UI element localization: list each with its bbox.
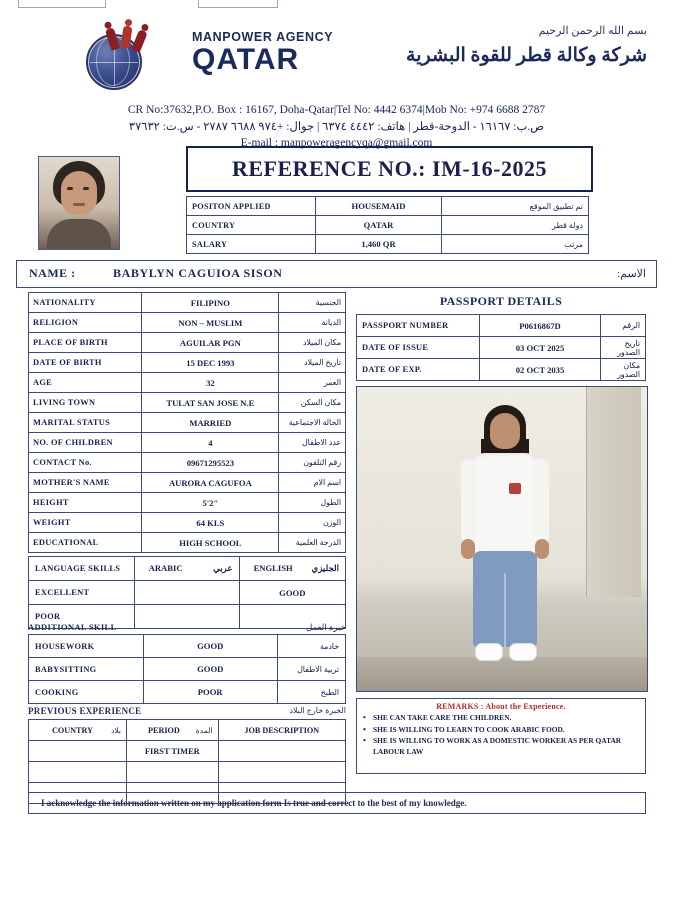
- children-count-label: NO. OF CHILDREN: [29, 433, 142, 453]
- remarks-list: [361, 713, 641, 758]
- language-arabic-header-ar: عربي: [213, 563, 233, 573]
- marital-status-label: MARITAL STATUS: [29, 413, 142, 433]
- mothers-name-label: MOTHER'S NAME: [29, 473, 142, 493]
- contact-line-arabic: ص.ب: ١٦١٦٧ - الدوحة-قطر | هاتف: ٤٤٤٢ ٦٣٧٤ | جوال: +٩٧٤ ٦٦٨٨ ٢٧٨٧ - س.ت: ٣٧٦٣٢: [128, 120, 545, 133]
- contact-line-english: CR No:37632,P.O. Box : 16167, Doha-Qatar|Tel No: 4442 6374|Mob No: +974 6688 2787: [127, 104, 546, 116]
- nationality-label: NATIONALITY: [29, 293, 142, 313]
- page-top-marks: [0, 0, 673, 8]
- name-arabic-label: الاسم:: [617, 268, 646, 280]
- previous-period-value: FIRST TIMER: [127, 741, 219, 762]
- remarks-title: REMARKS : About the Experience.: [436, 702, 566, 711]
- salary-arabic: مرتب: [442, 235, 589, 254]
- passport-number-value: P0616867D: [480, 315, 601, 337]
- additional-skill-title: ADDITIONAL SKILL: [28, 622, 117, 632]
- table-row: [29, 293, 346, 313]
- date-of-expiry-arabic: مكان الصدور: [601, 359, 646, 381]
- height-label: HEIGHT: [29, 493, 142, 513]
- table-row: [187, 235, 589, 254]
- table-row: [29, 681, 346, 704]
- contact-email: E-mail : manpoweragencyqa@gmail.com: [240, 137, 433, 150]
- applicant-full-length-photo: [356, 386, 648, 692]
- language-excellent-arabic-value: [134, 581, 239, 605]
- mothers-name-arabic: اسم الام: [279, 473, 346, 493]
- bismillah-text: بسم الله الرحمن الرحيم: [538, 25, 647, 37]
- table-row: [357, 337, 646, 359]
- date-of-expiry-value: 02 OCT 2035: [480, 359, 601, 381]
- previous-period-header-ar: المدة: [195, 725, 213, 735]
- housework-arabic: خادمة: [277, 635, 345, 658]
- language-excellent-label: EXCELLENT: [29, 581, 135, 605]
- table-row: [187, 197, 589, 216]
- top-mark-right: [198, 0, 278, 8]
- table-row: [29, 473, 346, 493]
- passport-number-label: PASSPORT NUMBER: [357, 315, 480, 337]
- language-arabic-header-en: ARABIC: [148, 563, 183, 573]
- table-row: [29, 720, 346, 741]
- additional-skill-title-row: [28, 622, 346, 633]
- previous-experience-title: PREVIOUS EXPERIENCE: [28, 706, 142, 716]
- previous-experience-title-row: [28, 706, 346, 716]
- country-label: COUNTRY: [187, 216, 316, 235]
- previous-country-header: [29, 720, 127, 741]
- list-item: • SHE CAN TAKE CARE THE CHILDREN.: [373, 713, 641, 724]
- previous-job-header: JOB DESCRIPTION: [218, 720, 345, 741]
- table-row: [29, 762, 346, 783]
- form-sheet: [16, 12, 657, 886]
- contact-number-label: CONTACT No.: [29, 453, 142, 473]
- language-skills-table: [28, 556, 346, 629]
- language-english-header-ar: الجليزي: [311, 563, 339, 573]
- table-row: [29, 741, 346, 762]
- table-row: [29, 313, 346, 333]
- country-arabic: دولة قطر: [442, 216, 589, 235]
- table-row: [29, 581, 346, 605]
- table-row: [29, 513, 346, 533]
- acknowledgement-box: [28, 792, 646, 814]
- previous-period-value: [127, 762, 219, 783]
- remarks-box: [356, 698, 646, 774]
- language-excellent-english-value: GOOD: [239, 581, 345, 605]
- table-row: [29, 373, 346, 393]
- previous-country-value: [29, 741, 127, 762]
- biodata-table: [28, 292, 346, 553]
- religion-arabic: الديانة: [279, 313, 346, 333]
- agency-logo: [72, 28, 182, 90]
- reference-number-text: REFERENCE NO.: IM-16-2025: [232, 156, 547, 181]
- language-skills-label: LANGUAGE SKILLS: [29, 557, 135, 581]
- previous-job-value: [218, 762, 345, 783]
- salary-label: SALARY: [187, 235, 316, 254]
- passport-number-arabic: الرقم: [601, 315, 646, 337]
- previous-country-header-en: COUNTRY: [51, 725, 94, 735]
- babysitting-label: BABYSITTING: [29, 658, 144, 681]
- brand-text: [192, 30, 352, 75]
- table-row: [29, 393, 346, 413]
- education-value: HIGH SCHOOL: [142, 533, 279, 553]
- name-value: BABYLYN CAGUIOA SISON: [113, 266, 283, 280]
- position-applied-arabic: تم تطبيق الموقع: [442, 197, 589, 216]
- age-value: 32: [142, 373, 279, 393]
- language-arabic-header: [134, 557, 239, 581]
- letterhead: [16, 12, 657, 150]
- nationality-value: FILIPINO: [142, 293, 279, 313]
- cooking-label: COOKING: [29, 681, 144, 704]
- contact-number-arabic: رقم التلفون: [279, 453, 346, 473]
- table-row: [29, 533, 346, 553]
- date-of-issue-value: 03 OCT 2025: [480, 337, 601, 359]
- babysitting-arabic: تربية الاطفال: [277, 658, 345, 681]
- list-item: • SHE IS WILLING TO LEARN TO COOK ARABIC FOOD.: [373, 725, 641, 736]
- applicant-name-row: [16, 260, 657, 288]
- table-row: [187, 216, 589, 235]
- previous-country-value: [29, 762, 127, 783]
- passport-details-title: PASSPORT DETAILS: [439, 294, 563, 308]
- brand-name: QATAR: [192, 43, 300, 76]
- previous-job-value: [218, 741, 345, 762]
- table-row: [29, 413, 346, 433]
- contact-number-value: 09671295523: [142, 453, 279, 473]
- cooking-value: POOR: [143, 681, 277, 704]
- children-count-arabic: عدد الاطفال: [279, 433, 346, 453]
- passport-details-table: [356, 314, 646, 381]
- living-town-label: LIVING TOWN: [29, 393, 142, 413]
- table-row: [29, 453, 346, 473]
- person-figure-icon: [131, 29, 148, 53]
- date-of-expiry-label: DATE OF EXP.: [357, 359, 480, 381]
- children-count-value: 4: [142, 433, 279, 453]
- age-label: AGE: [29, 373, 142, 393]
- arabic-header: [347, 24, 647, 67]
- table-row: [29, 333, 346, 353]
- age-arabic: العمر: [279, 373, 346, 393]
- weight-label: WEIGHT: [29, 513, 142, 533]
- housework-value: GOOD: [143, 635, 277, 658]
- salary-value: 1,460 QR: [316, 235, 442, 254]
- place-of-birth-label: PLACE OF BIRTH: [29, 333, 142, 353]
- reference-section: [16, 138, 657, 256]
- date-of-birth-arabic: تاريخ الميلاد: [279, 353, 346, 373]
- cooking-arabic: الطبخ: [277, 681, 345, 704]
- previous-country-header-ar: بلاد: [111, 725, 122, 735]
- overseas-experience-arabic: الخبرة خارج البلاد: [289, 706, 346, 715]
- table-row: [29, 433, 346, 453]
- additional-skill-title-arabic: خبرة العمل: [306, 622, 346, 632]
- previous-period-header-en: PERIOD: [147, 725, 180, 735]
- table-row: [29, 353, 346, 373]
- living-town-value: TULAT SAN JOSE N.E: [142, 393, 279, 413]
- additional-skills-table: [28, 634, 346, 704]
- height-arabic: الطول: [279, 493, 346, 513]
- date-of-birth-label: DATE OF BIRTH: [29, 353, 142, 373]
- table-row: [29, 493, 346, 513]
- reference-number-box: [186, 146, 593, 192]
- application-details-table: [186, 196, 589, 254]
- top-mark-left: [18, 0, 106, 8]
- language-english-header-en: ENGLISH: [253, 563, 293, 573]
- table-row: [29, 557, 346, 581]
- position-applied-label: POSITON APPLIED: [187, 197, 316, 216]
- place-of-birth-value: AGUILAR PGN: [142, 333, 279, 353]
- living-town-arabic: مكان السكن: [279, 393, 346, 413]
- name-label: NAME :: [29, 266, 76, 280]
- language-poor-label: POOR: [29, 605, 135, 629]
- language-english-header: [239, 557, 345, 581]
- table-row: [357, 359, 646, 381]
- country-value: QATAR: [316, 216, 442, 235]
- housework-label: HOUSEWORK: [29, 635, 144, 658]
- weight-value: 64 KLS: [142, 513, 279, 533]
- date-of-issue-arabic: تاريخ الصدور: [601, 337, 646, 359]
- mothers-name-value: AURORA CAGUFOA: [142, 473, 279, 493]
- table-row: [357, 315, 646, 337]
- acknowledgement-text: I acknowledge the information written on my application form Is true and correct to the best of my knowledge.: [41, 798, 467, 808]
- religion-value: NON – MUSLIM: [142, 313, 279, 333]
- education-label: EDUCATIONAL: [29, 533, 142, 553]
- place-of-birth-arabic: مكان الميلاد: [279, 333, 346, 353]
- table-row: [29, 635, 346, 658]
- previous-period-header: [127, 720, 219, 741]
- applicant-portrait-photo: [38, 156, 120, 250]
- position-applied-value: HOUSEMAID: [316, 197, 442, 216]
- height-value: 5'2": [142, 493, 279, 513]
- education-arabic: الدرجة العلمية: [279, 533, 346, 553]
- religion-label: RELIGION: [29, 313, 142, 333]
- marital-status-value: MARRIED: [142, 413, 279, 433]
- nationality-arabic: الجنسية: [279, 293, 346, 313]
- marital-status-arabic: الحالة الاجتماعية: [279, 413, 346, 433]
- date-of-birth-value: 15 DEC 1993: [142, 353, 279, 373]
- list-item: • SHE IS WILLING TO WORK AS A DOMESTIC WORKER AS PER QATAR LABOUR LAW: [373, 736, 641, 757]
- table-row: [29, 658, 346, 681]
- date-of-issue-label: DATE OF ISSUE: [357, 337, 480, 359]
- weight-arabic: الوزن: [279, 513, 346, 533]
- brand-agency: MANPOWER AGENCY: [192, 30, 334, 44]
- babysitting-value: GOOD: [143, 658, 277, 681]
- arabic-company-name: شركة وكالة قطر للقوة البشرية: [406, 45, 647, 66]
